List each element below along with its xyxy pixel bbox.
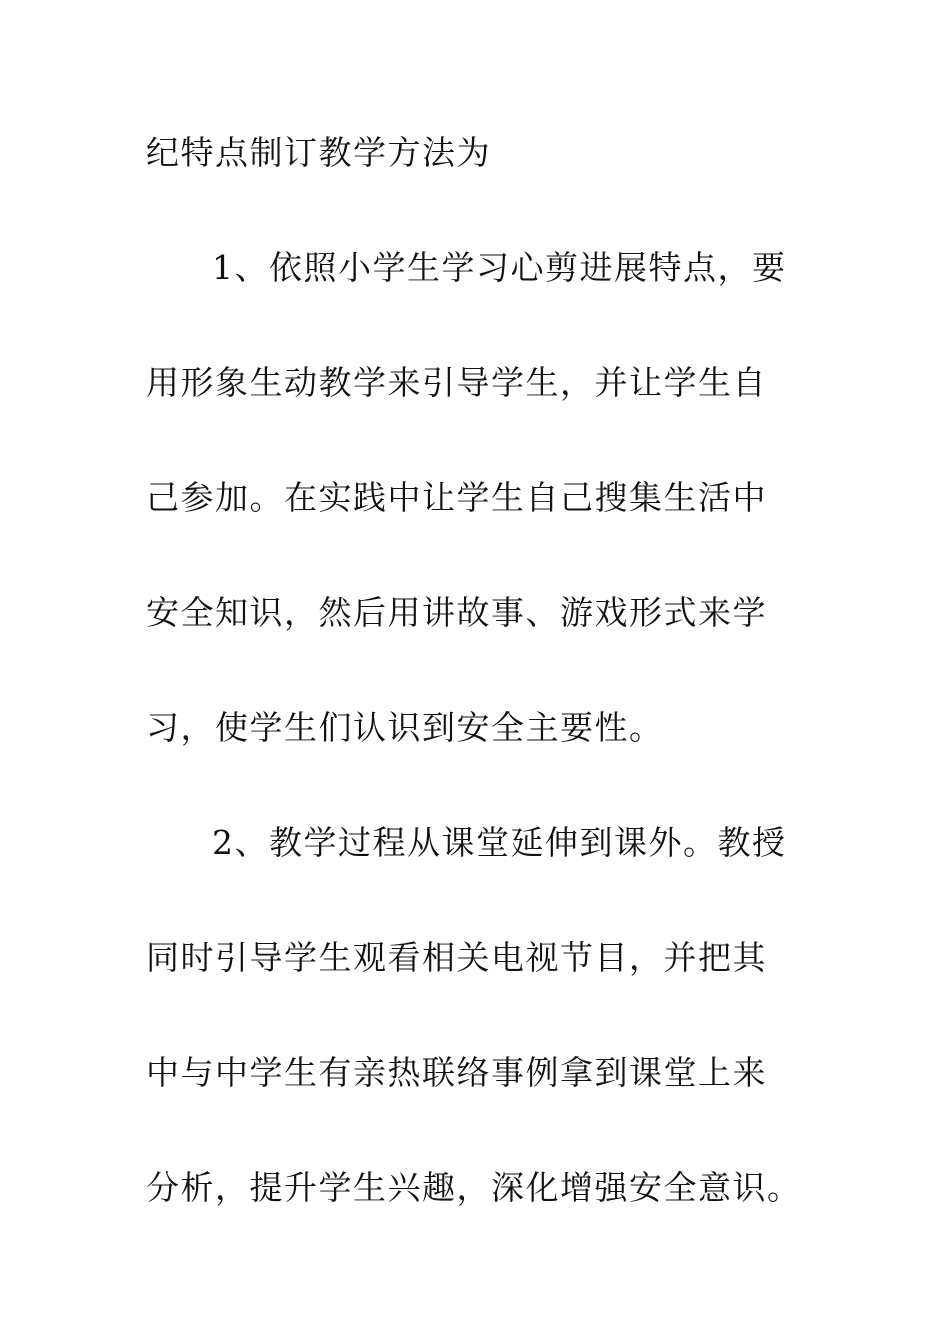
text-line: 分析，提升学生兴趣，深化增强安全意识。 [146,1168,802,1207]
text-line: 习，使学生们认识到安全主要性。 [146,708,664,747]
text-line: 2、教学过程从课堂延伸到课外。教授 [212,823,787,862]
text-line: 用形象生动教学来引导学生，并让学生自 [146,363,767,402]
text-line: 安全知识，然后用讲故事、游戏形式来学 [146,593,767,632]
text-line: 1、依照小学生学习心剪进展特点，要 [212,248,787,287]
text-line: 中与中学生有亲热联络事例拿到课堂上来 [146,1053,767,1092]
text-line: 己参加。在实践中让学生自己搜集生活中 [146,478,767,517]
text-line: 同时引导学生观看相关电视节目，并把其 [146,938,767,977]
text-line: 纪特点制订教学方法为 [146,133,491,172]
